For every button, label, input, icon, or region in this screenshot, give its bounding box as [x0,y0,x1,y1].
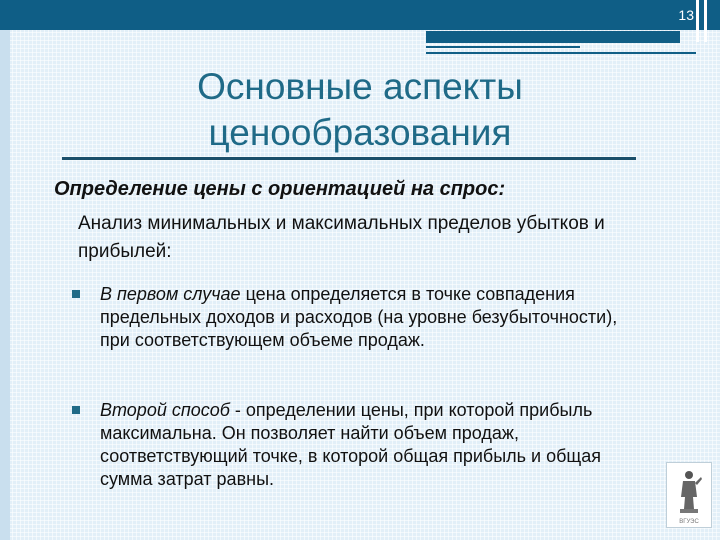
header-divider [696,0,699,42]
header-divider [704,0,707,42]
header-rule [426,46,580,48]
slide-title-line: ценообразования [208,112,512,153]
bullet-body: цена определяется в точке совпадения предельных доходов и расходов (на уровне безубыточности), при соответствующем объеме продаж. [100,284,618,350]
header-bar [0,0,720,30]
bullet-text [100,399,630,491]
bullet-text [100,283,630,352]
intro-text: Анализ минимальных и максимальных пределов убытков и прибылей: [78,213,605,262]
section-heading: Определение цены с ориентацией на спрос: [54,178,506,200]
header-stripe [426,31,680,43]
bullet-body: - определении цены, при которой прибыль максимальна. Он позволяет найти объем продаж, соответствующий точке, в которой общая прибыль и общая сумма затрат равны. [100,400,602,489]
slide-title [100,64,620,156]
bullet-lead: Второй способ [100,400,230,420]
header-rule [426,52,696,54]
side-strip [0,30,10,540]
slide-number: 13 [678,7,694,23]
statue-icon [667,463,711,519]
logo-caption: ВГУЭС [679,519,699,525]
university-logo [666,462,712,528]
square-bullet-icon [72,290,80,298]
square-bullet-icon [72,406,80,414]
slide-title-line: Основные аспекты [197,66,523,107]
bullet-lead: В первом случае [100,284,241,304]
title-underline [62,157,636,160]
